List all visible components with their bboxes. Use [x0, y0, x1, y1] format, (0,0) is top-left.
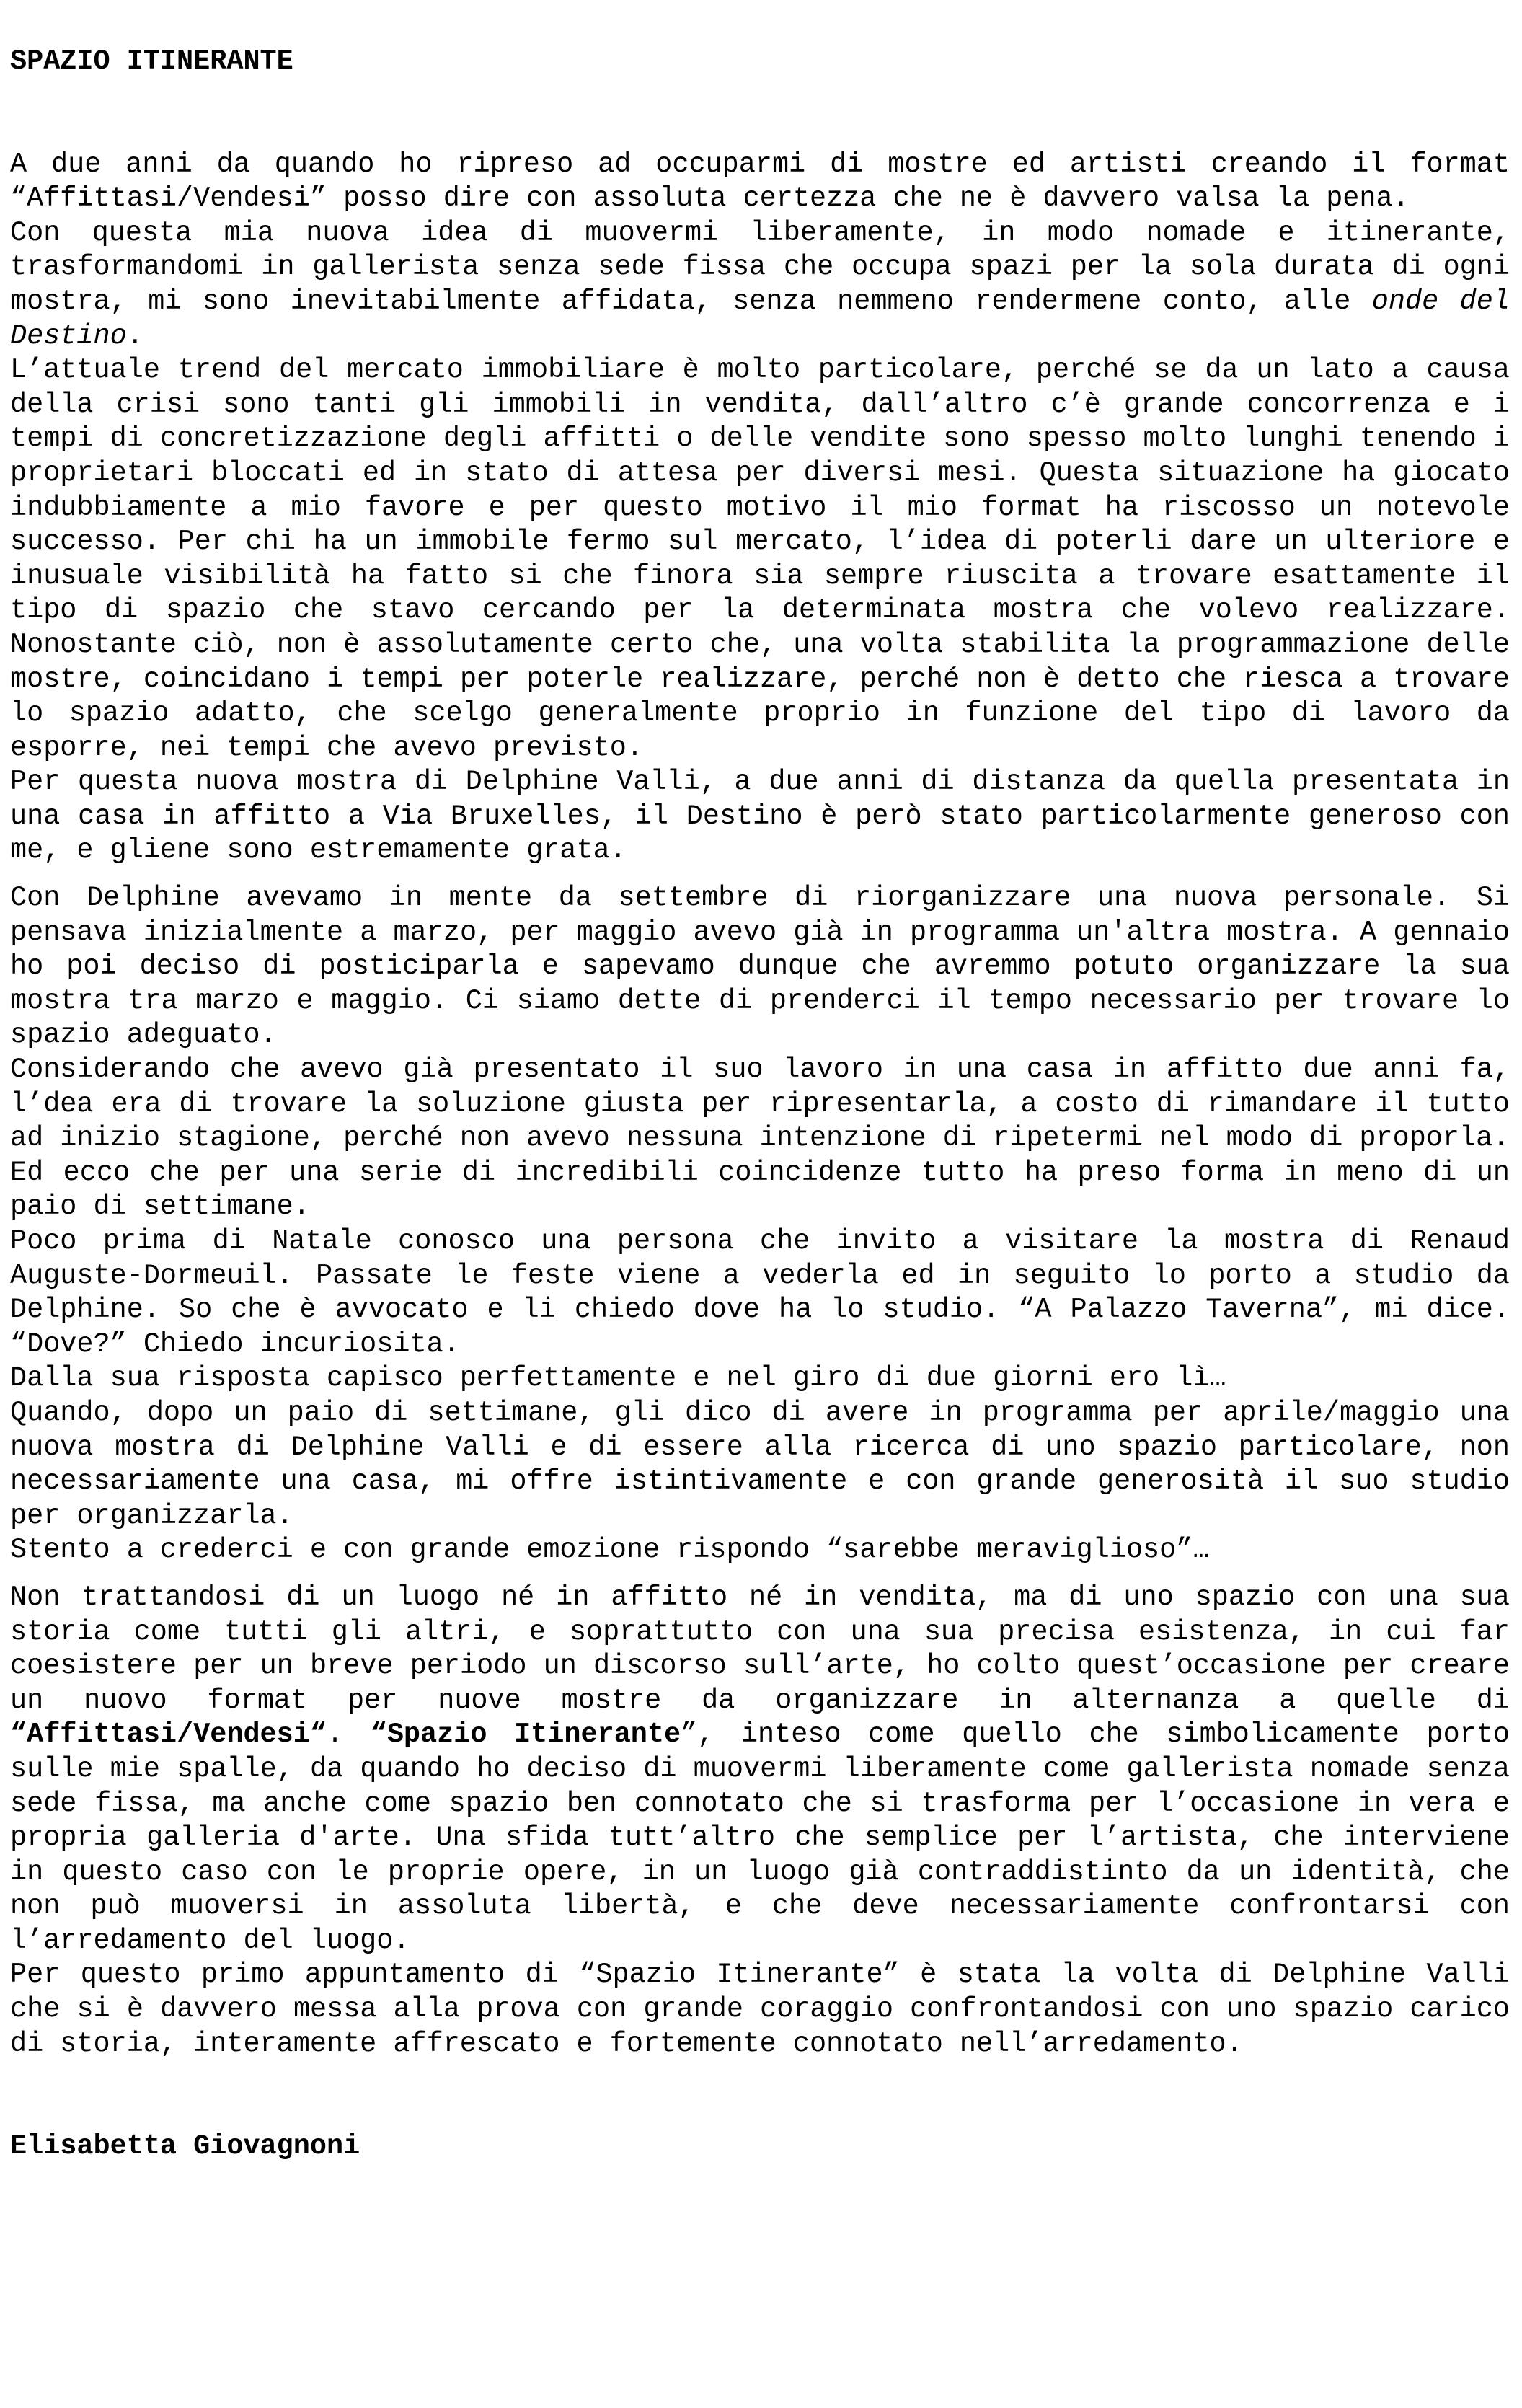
paragraph: Considerando che avevo già presentato il suo lavoro in una casa in affitto due anni fa, l’dea era di trovare la soluzione giusta per ripresentarla, a costo di rimandare il tutto ad inizio stagione, perché non avevo nessuna intenzione di ripetermi nel modo di proporla.: [10, 1054, 1510, 1155]
bold-phrase: “Affittasi/Vendesi“: [10, 1719, 327, 1751]
paragraph: [10, 1581, 1510, 1959]
document-page: [10, 45, 1510, 2164]
paragraph: Dalla sua risposta capisco perfettamente e nel giro di due giorni ero lì…: [10, 1362, 1226, 1395]
paragraph-text: .: [126, 319, 143, 352]
paragraph: Con Delphine avevamo in mente da settembre di riorganizzare una nuova personale. Si pensava inizialmente a marzo, per maggio avevo già in programma un'altra mostra. A gennaio ho poi deciso di posticiparla e sapevamo dunque che avremmo potuto organizzare la sua mostra tra marzo e maggio. Ci siamo dette di prenderci il tempo necessario per trovare lo spazio adeguato.: [10, 882, 1510, 1051]
paragraph: Ed ecco che per una serie di incredibili coincidenze tutto ha preso forma in meno di un paio di settimane.: [10, 1156, 1510, 1223]
paragraph: Per questa nuova mostra di Delphine Valli, a due anni di distanza da quella presentata in una casa in affitto a Via Bruxelles, il Destino è però stato particolarmente generoso con me, e gliene sono estremamente grata.: [10, 766, 1510, 867]
paragraph: Stento a crederci e con grande emozione rispondo “sarebbe meraviglioso”…: [10, 1534, 1210, 1566]
paragraph: Poco prima di Natale conosco una persona che invito a visitare la mostra di Renaud Auguste-Dormeuil. Passate le feste viene a vederla ed in seguito lo porto a studio da Delphine. So che è avvocato e li chiedo dove ha lo studio. “A Palazzo Taverna”, mi dice. “Dove?” Chiedo incuriosita.: [10, 1225, 1510, 1360]
text-section-format: [10, 1581, 1510, 2061]
paragraph: Per questo primo appuntamento di “Spazio Itinerante” è stata la volta di Delphine Valli che si è davvero messa alla prova con grande coraggio confrontandosi con uno spazio carico di storia, interamente affrescato e fortemente connotato nell’arredamento.: [10, 1959, 1510, 2060]
paragraph: L’attuale trend del mercato immobiliare è molto particolare, perché se da un lato a causa della crisi sono tanti gli immobili in vendita, dall’altro c’è grande concorrenza e i tempi di concretizzazione degli affitti o delle vendite sono spesso molto lunghi tenendo i proprietari bloccati ed in stato di attesa per diversi mesi. Questa situazione ha giocato indubbiamente a mio favore e per questo motivo il mio format ha riscosso un notevole successo. Per chi ha un immobile fermo sul mercato, l’idea di poterli dare un ulteriore e inusuale visibilità ha fatto si che finora sia sempre riuscita a trovare esattamente il tipo di spazio che stavo cercando per la determinata mostra che volevo realizzare. Nonostante ciò, non è assolutamente certo che, una volta stabilita la programmazione delle mostre, coincidano i tempi per poterle realizzare, perché non è detto che riesca a trovare lo spazio adatto, che scelgo generalmente proprio in funzione del tipo di lavoro da esporre, nei tempi che avevo previsto.: [10, 354, 1510, 764]
document-title: SPAZIO ITINERANTE: [10, 45, 293, 77]
text-section-intro: [10, 148, 1510, 868]
paragraph: [10, 216, 1510, 353]
italic-phrase: onde del Destino: [10, 285, 1510, 352]
paragraph-text: ”, inteso come quello che simbolicamente porto sulle mie spalle, da quando ho deciso di muovermi liberamente come gallerista nomade senza sede fissa, ma anche come spazio ben connotato che si trasforma per l’occasione in vera e propria galleria d'arte. Una sfida tutt’altro che semplice per l’artista, che interviene in questo caso con le proprie opere, in un luogo già contraddistinto da un identità, che non può muoversi in assoluta libertà, e che deve necessariamente confrontarsi con l’arredamento del luogo.: [10, 1719, 1510, 1957]
paragraph-text: Non trattandosi di un luogo né in affitto né in vendita, ma di uno spazio con una sua storia come tutti gli altri, e soprattutto con una sua precisa esistenza, in cui far coesistere per un breve periodo un discorso sull’arte, ho colto quest’occasione per creare un nuovo format per nuove mostre da organizzare in alternanza a quelle di: [10, 1581, 1510, 1716]
paragraph: A due anni da quando ho ripreso ad occuparmi di mostre ed artisti creando il format “Affittasi/Vendesi” posso dire con assoluta certezza che ne è davvero valsa la pena.: [10, 148, 1510, 215]
bold-phrase: “Spazio Itinerante: [370, 1719, 681, 1751]
paragraph-text: Con questa mia nuova idea di muovermi liberamente, in modo nomade e itinerante, trasformandomi in gallerista senza sede fissa che occupa spazi per la sola durata di ogni mostra, mi sono inevitabilmente affidata, senza nemmeno rendermene conto, alle: [10, 216, 1510, 317]
paragraph-text: .: [326, 1719, 371, 1751]
author-signature: Elisabetta Giovagnoni: [10, 2130, 360, 2163]
text-section-story: [10, 881, 1510, 1568]
paragraph: Quando, dopo un paio di settimane, gli dico di avere in programma per aprile/maggio una nuova mostra di Delphine Valli e di essere alla ricerca di uno spazio particolare, non necessariamente una casa, mi offre istintivamente e con grande generosità il suo studio per organizzarla.: [10, 1396, 1510, 1532]
